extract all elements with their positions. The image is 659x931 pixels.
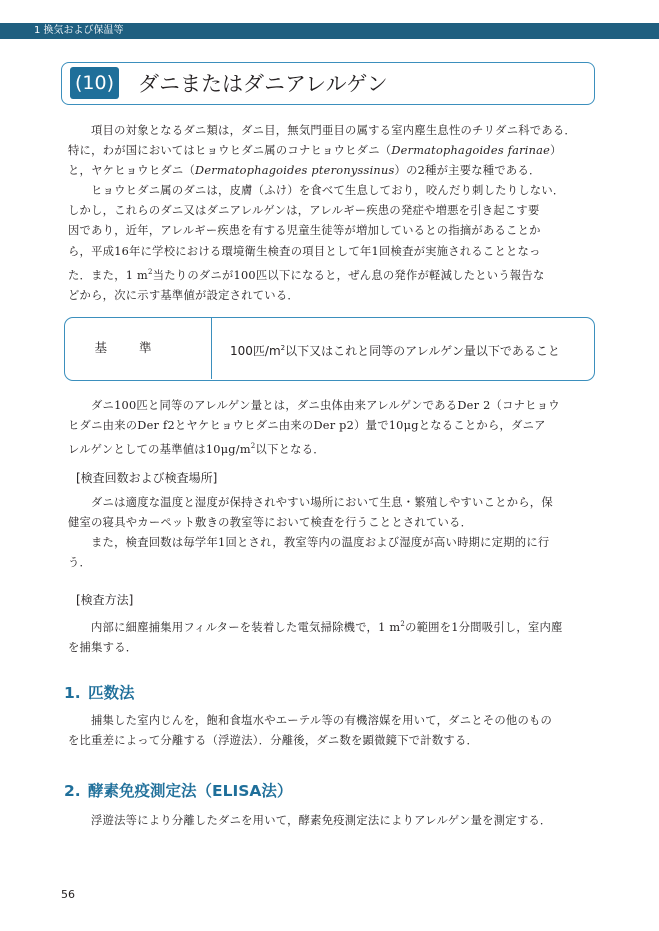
frequency-heading: [検査回数および検査場所]	[76, 471, 218, 485]
text-span: 内部に細塵捕集用フィルターを装着した電気掃除機で，1 m	[91, 620, 401, 634]
running-header-bar	[0, 23, 659, 39]
count-method-paragraph	[68, 711, 602, 751]
method-paragraph	[68, 614, 602, 658]
text-line	[68, 262, 602, 286]
text-span: の範囲を1分間吸引し，室内塵	[405, 620, 563, 634]
text-span: 以下又はこれと同等のアレルゲン量以下であること	[285, 344, 560, 358]
text-line: ダニは適度な温度と湿度が保持されやすい場所において生息・繁殖しやすいことから，保	[91, 496, 553, 509]
text-span: た．また，1 m	[68, 268, 148, 282]
standard-box	[64, 317, 595, 381]
section-heading-number: 1.	[64, 684, 81, 702]
allergen-paragraph	[68, 396, 602, 460]
superscript: 2	[147, 267, 153, 276]
species-name-pteronyssinus: Dermatophagoides pteronyssinus	[195, 164, 395, 178]
text-line: 因であり，近年，アレルギー疾患を有する児童生徒等が増加しているとの指摘があることか	[68, 224, 541, 238]
text-line	[68, 436, 602, 460]
elisa-paragraph	[68, 811, 602, 831]
text-span: レルゲンとしての基準値は10μg/m	[68, 442, 251, 456]
text-line	[68, 614, 602, 638]
section-heading-title: 匹数法	[88, 684, 135, 702]
text-line: ら，平成16年に学校における環境衛生検査の項目として年1回検査が実施されることとなっ	[68, 244, 541, 258]
frequency-paragraph	[68, 493, 602, 573]
page-number: 56	[61, 888, 75, 901]
running-header-title: 1 換気および保温等	[34, 25, 124, 36]
text-span: ）の2種が主要な種である．	[394, 164, 541, 178]
section-heading-count-method	[64, 681, 135, 705]
text-line: ヒダニ由来のDer f2とヤケヒョウヒダニ由来のDer p2）量で10μgとなることから，ダニア	[68, 419, 546, 433]
text-line	[68, 141, 602, 161]
text-line: どから，次に示す基準値が設定されている．	[68, 288, 299, 302]
standard-label: 基 準	[94, 340, 166, 355]
intro-paragraph	[68, 121, 602, 306]
text-line	[68, 161, 602, 181]
text-span: 以下となる．	[255, 442, 325, 456]
superscript: 2	[250, 442, 256, 451]
text-line: う．	[68, 556, 92, 570]
text-span: ）	[550, 144, 562, 158]
method-heading: [検査方法]	[76, 593, 134, 607]
section-title-box	[61, 62, 595, 105]
text-line: ダニ100匹と同等のアレルゲン量とは，ダニ虫体由来アレルゲンであるDer 2（コナヒョウ	[91, 399, 560, 412]
superscript: 2	[280, 344, 286, 352]
species-name-farinae: Dermatophagoides farinae	[391, 144, 551, 158]
text-line: 浮遊法等により分離したダニを用いて，酵素免疫測定法によりアレルゲン量を測定する．	[91, 814, 552, 827]
text-span: と，ヤケヒョウヒダニ（	[68, 164, 196, 178]
section-title: ダニまたはダニアレルゲン	[138, 72, 388, 96]
section-heading-number: 2.	[64, 782, 81, 800]
standard-value-text	[230, 338, 560, 361]
section-heading-elisa	[64, 779, 292, 803]
text-line: ヒョウヒダニ属のダニは，皮膚（ふけ）を食べて生息しており，咬んだり刺したりしない．	[91, 184, 565, 198]
section-heading-title: 酵素免疫測定法（ELISA法）	[88, 782, 293, 800]
superscript: 2	[400, 620, 406, 628]
text-span: 当たりのダニが100匹以下になると，ぜん息の発作が軽減したという報告な	[152, 268, 545, 282]
text-line: を捕集する．	[68, 640, 138, 654]
text-span: 100匹/m	[230, 344, 281, 358]
standard-divider	[211, 318, 212, 379]
text-line: 健室の寝具やカーペット敷きの教室等において検査を行うこととされている．	[68, 516, 473, 530]
text-line: しかし，これらのダニ又はダニアレルゲンは，アレルギー疾患の発症や増悪を引き起こす要	[68, 204, 540, 218]
text-line: 捕集した室内じんを，飽和食塩水やエーテル等の有機溶媒を用いて，ダニとその他のもの	[91, 714, 553, 727]
text-span: 特に，わが国においてはヒョウヒダニ属のコナヒョウヒダニ（	[68, 144, 392, 158]
section-number-badge: (10)	[70, 67, 119, 99]
text-line: 項目の対象となるダニ類は，ダニ目，無気門亜目の属する室内塵生息性のチリダニ科である．	[91, 124, 576, 137]
text-line: を比重差によって分離する（浮遊法）．分離後，ダニ数を顕微鏡下で計数する．	[68, 734, 479, 748]
text-line: また，検査回数は毎学年1回とされ，教室等内の温度および湿度が高い時期に定期的に行	[91, 536, 550, 550]
